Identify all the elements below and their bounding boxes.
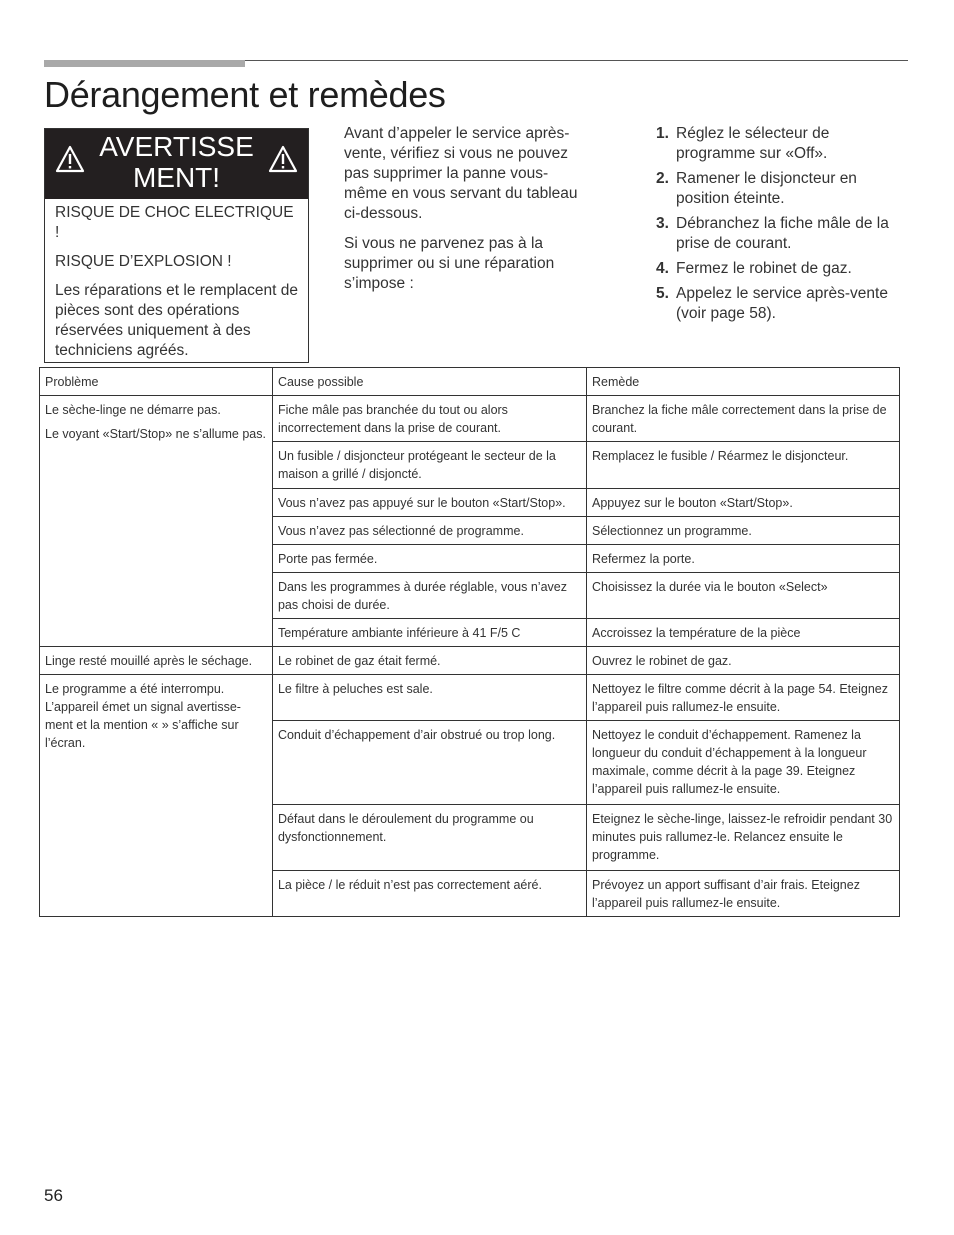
warning-triangle-icon xyxy=(268,145,298,173)
table-header-row xyxy=(40,368,900,396)
warning-text-repairs: Les réparations et le remplacent de pièces sont des opérations réservées uniquement à des techniciens agréés. xyxy=(55,282,298,359)
step-number: 4. xyxy=(656,260,669,277)
warning-heading xyxy=(45,129,308,199)
remedy-cell: Prévoyez un apport suffisant d’air frais. Eteignez l’appareil puis rallumez-le ensuite. xyxy=(586,871,899,917)
warning-text-explosion: RISQUE D’EXPLOSION ! xyxy=(55,253,232,270)
remedy-cell: Accroissez la température de la pièce xyxy=(586,619,899,647)
header-remedy: Remède xyxy=(586,368,899,396)
intro-paragraph: Si vous ne parvenez pas à la supprimer ou si une réparation s’impose : xyxy=(344,235,555,292)
step-text: Ramener le disjoncteur en position éteinte. xyxy=(676,170,857,207)
warning-text-shock: RISQUE DE CHOC ELECTRIQUE ! xyxy=(55,204,294,241)
remedy-cell: Ouvrez le robinet de gaz. xyxy=(586,647,899,675)
cause-cell: Température ambiante inférieure à 41 F/5 C xyxy=(272,619,586,647)
steps-list xyxy=(656,124,906,329)
step-text: Fermez le robinet de gaz. xyxy=(676,260,852,277)
step-number: 1. xyxy=(656,125,669,142)
remedy-cell: Appuyez sur le bouton «Start/Stop». xyxy=(586,489,899,517)
warning-triangle-icon xyxy=(55,145,85,173)
problem-text: Le sèche-linge ne démarre pas. xyxy=(45,403,221,417)
header-problem: Problème xyxy=(40,368,273,396)
table-row xyxy=(40,675,900,721)
cause-cell: Dans les programmes à durée réglable, vous n’avez pas choisi de durée. xyxy=(272,573,586,619)
step-item xyxy=(656,214,906,254)
cause-cell: Le filtre à peluches est sale. xyxy=(272,675,586,721)
step-text: Appelez le service après-vente (voir page 58). xyxy=(676,285,888,322)
header-cause: Cause possible xyxy=(272,368,586,396)
cause-cell: Vous n’avez pas sélectionné de programme. xyxy=(272,517,586,545)
problem-cell xyxy=(40,675,273,917)
step-text: Réglez le sélecteur de programme sur «Off». xyxy=(676,125,830,162)
step-item xyxy=(656,124,906,164)
cause-cell: Porte pas fermée. xyxy=(272,545,586,573)
warning-box xyxy=(44,128,309,363)
cause-cell: Le robinet de gaz était fermé. xyxy=(272,647,586,675)
cause-cell: Fiche mâle pas branchée du tout ou alors incorrectement dans la prise de courant. xyxy=(272,396,586,442)
step-item xyxy=(656,169,906,209)
step-item xyxy=(656,284,906,324)
cause-cell: Vous n’avez pas appuyé sur le bouton «Start/Stop». xyxy=(272,489,586,517)
step-item xyxy=(656,259,906,279)
step-number: 5. xyxy=(656,285,669,302)
table-row xyxy=(40,396,900,442)
remedy-cell: Eteignez le sèche-linge, laissez-le refroidir pendant 30 minutes puis rallumez-le. Relancez ensuite le programme. xyxy=(586,805,899,871)
intro-text xyxy=(344,124,584,304)
step-text: Débranchez la fiche mâle de la prise de courant. xyxy=(676,215,889,252)
header-rule-accent xyxy=(44,60,245,67)
cause-cell: La pièce / le réduit n’est pas correctement aéré. xyxy=(272,871,586,917)
remedy-cell: Sélectionnez un programme. xyxy=(586,517,899,545)
problem-subtext: Le voyant «Start/Stop» ne s’allume pas. xyxy=(45,427,266,441)
cause-cell: Conduit d’échappement d’air obstrué ou trop long. xyxy=(272,721,586,805)
step-number: 2. xyxy=(656,170,669,187)
cause-cell: Défaut dans le déroulement du programme ou dysfonctionnement. xyxy=(272,805,586,871)
troubleshooting-table xyxy=(39,367,900,917)
problem-text: Le programme a été interrompu. L’appareil émet un signal avertisse-ment et la mention « » s’affiche sur l’écran. xyxy=(45,682,241,750)
problem-text: Linge resté mouillé après le séchage. xyxy=(45,654,253,668)
warning-heading-line1: AVERTISSE xyxy=(99,131,254,162)
problem-cell xyxy=(40,647,273,675)
remedy-cell: Nettoyez le conduit d’échappement. Ramenez la longueur du conduit d’échappement à la longueur maximale, comme décrit à la page 39. Eteignez l’appareil puis rallumez-le ensuite. xyxy=(586,721,899,805)
remedy-cell: Nettoyez le filtre comme décrit à la page 54. Eteignez l’appareil puis rallumez-le ensuite. xyxy=(586,675,899,721)
remedy-cell: Branchez la fiche mâle correctement dans la prise de courant. xyxy=(586,396,899,442)
intro-paragraph: Avant d’appeler le service après-vente, vérifiez si vous ne pouvez pas supprimer la panne vous-même en vous servant du tableau ci-dessous. xyxy=(344,125,578,222)
remedy-cell: Choisissez la durée via le bouton «Select» xyxy=(586,573,899,619)
table-row xyxy=(40,647,900,675)
step-number: 3. xyxy=(656,215,669,232)
page-title: Dérangement et remèdes xyxy=(44,74,446,115)
page-number: 56 xyxy=(44,1186,63,1205)
remedy-cell: Refermez la porte. xyxy=(586,545,899,573)
cause-cell: Un fusible / disjoncteur protégeant le secteur de la maison a grillé / disjoncté. xyxy=(272,442,586,489)
warning-body xyxy=(45,199,308,361)
remedy-cell: Remplacez le fusible / Réarmez le disjoncteur. xyxy=(586,442,899,489)
problem-cell xyxy=(40,396,273,647)
warning-heading-line2: MENT! xyxy=(132,162,221,193)
